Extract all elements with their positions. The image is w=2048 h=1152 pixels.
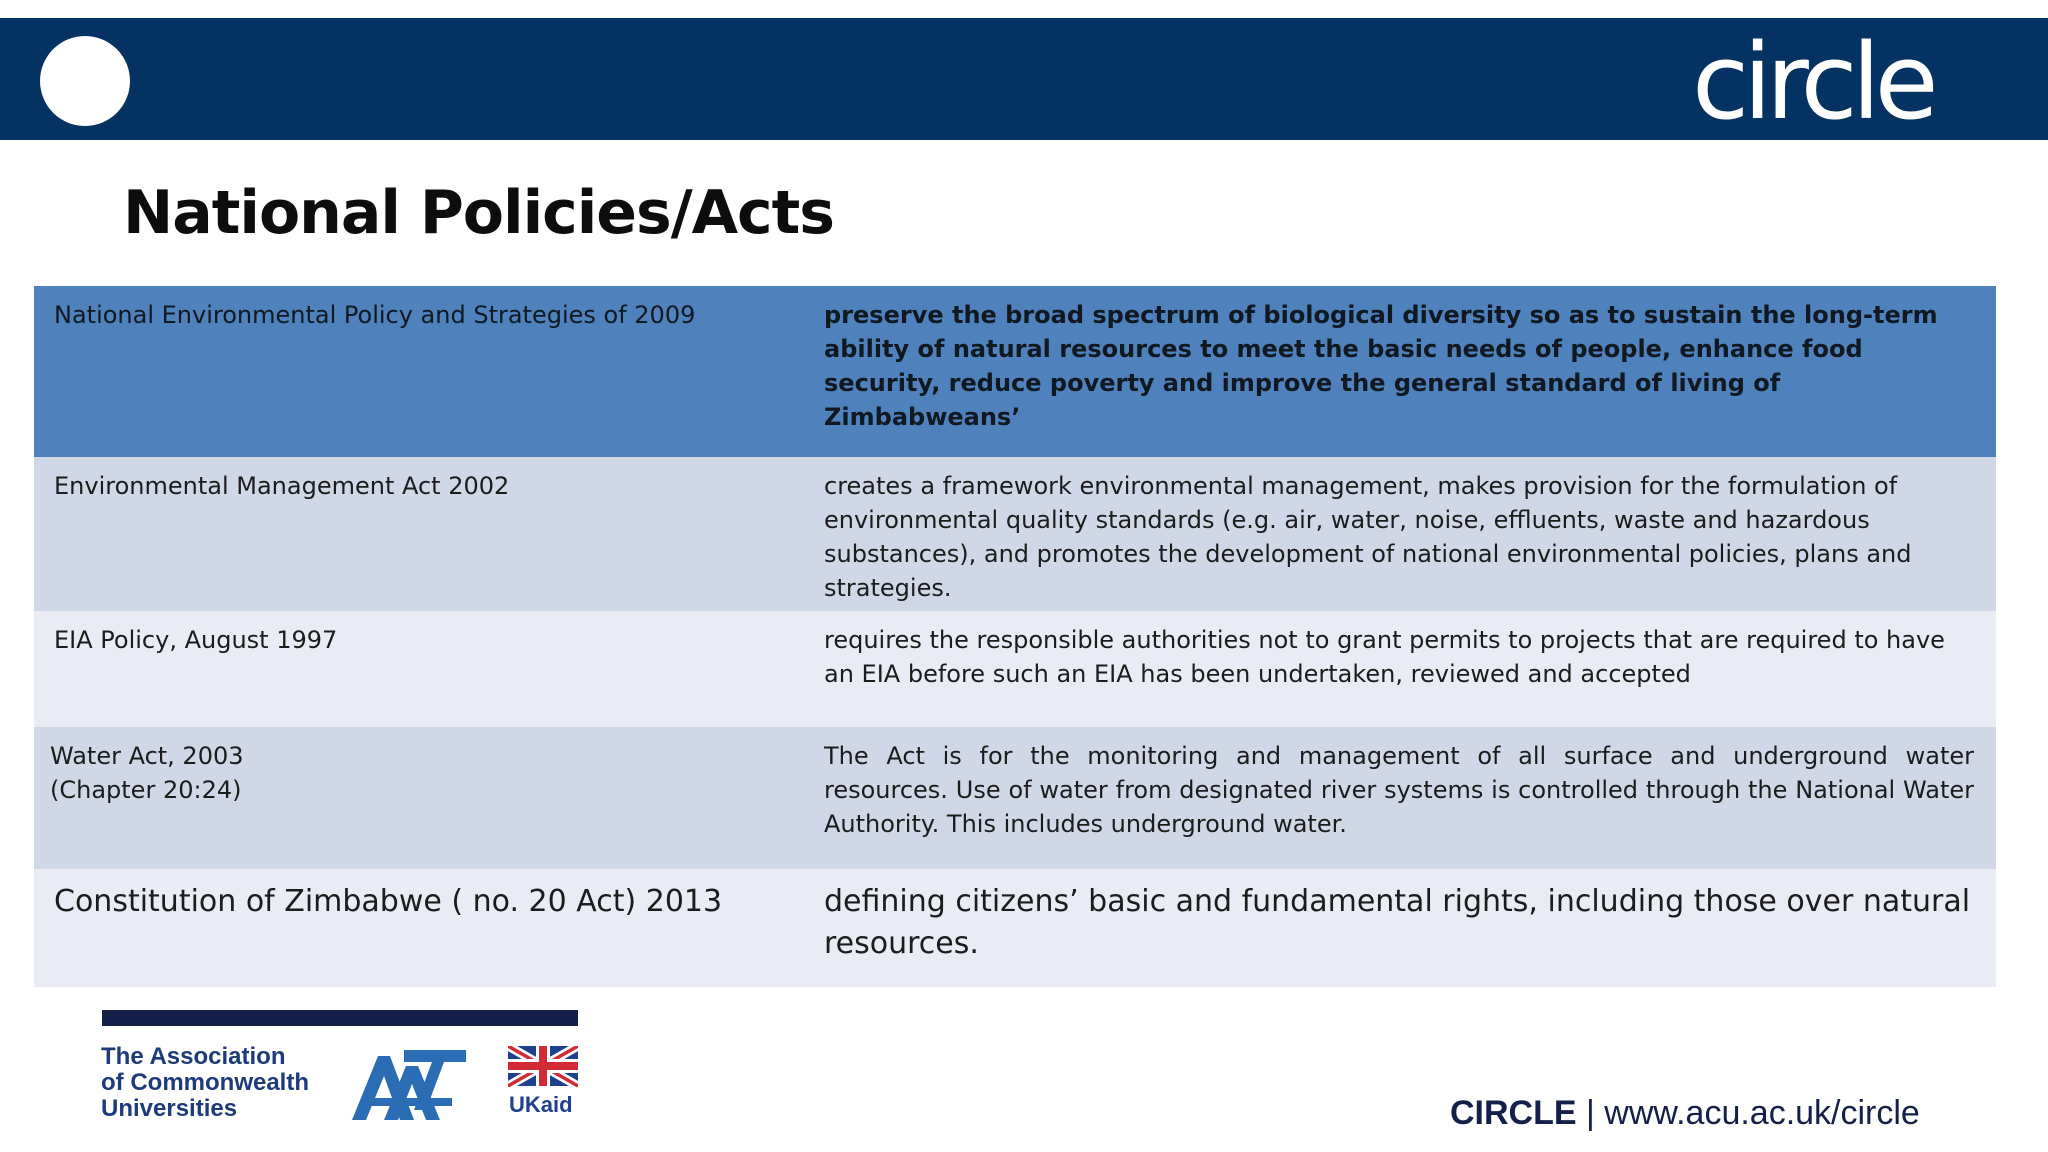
page-title: National Policies/Acts xyxy=(123,178,835,248)
policy-description: The Act is for the monitoring and management of all surface and underground water resources. Use of water from designated river systems is controlled through the National Water Authority. This includes underground water. xyxy=(824,742,1974,838)
ukaid-logo xyxy=(508,1046,578,1124)
table-row xyxy=(34,869,1996,987)
footer-url[interactable]: www.acu.ac.uk/circle xyxy=(1604,1094,1920,1132)
acu-wordmark-line: The Association xyxy=(101,1043,286,1070)
policy-name-line: Water Act, 2003 xyxy=(50,742,244,770)
policy-name-line: (Chapter 20:24) xyxy=(50,776,242,804)
policy-name xyxy=(34,727,802,869)
footer-separator: | xyxy=(1576,1094,1605,1132)
acu-wordmark-line: Universities xyxy=(101,1095,238,1122)
acu-logo-icon xyxy=(350,1046,468,1124)
header-circle-decoration xyxy=(40,36,130,126)
table-row xyxy=(34,727,1996,869)
policy-name: Constitution of Zimbabwe ( no. 20 Act) 2013 xyxy=(54,884,723,919)
footer-brand: CIRCLE xyxy=(1450,1094,1577,1132)
table-row xyxy=(34,611,1996,727)
policy-name: Environmental Management Act 2002 xyxy=(54,472,510,500)
footer-bar xyxy=(102,1010,578,1026)
table-row xyxy=(34,457,1996,611)
footer-link[interactable] xyxy=(1450,1094,1920,1133)
acu-wordmark xyxy=(101,1044,309,1122)
policy-name: National Environmental Policy and Strategies of 2009 xyxy=(54,301,696,329)
policy-description: requires the responsible authorities not to grant permits to projects that are required to have an EIA before such an EIA has been undertaken, reviewed and accepted xyxy=(824,626,1945,688)
svg-text:circle: circle xyxy=(1692,26,1933,136)
svg-text:UKaid: UKaid xyxy=(509,1092,573,1117)
policy-table xyxy=(34,286,1996,987)
policy-description: creates a framework environmental management, makes provision for the formulation of environmental quality standards (e.g. air, water, noise, effluents, waste and hazardous substances), and promotes the development of national environmental policies, plans and strategies. xyxy=(824,472,1912,602)
policy-name: EIA Policy, August 1997 xyxy=(54,626,338,654)
table-row xyxy=(34,286,1996,457)
policy-description: preserve the broad spectrum of biological diversity so as to sustain the long-term ability of natural resources to meet the basic needs of people, enhance food security, reduce poverty and improve the general standard of living of Zimbabweans’ xyxy=(824,301,1938,431)
policy-description: defining citizens’ basic and fundamental rights, including those over natural resources. xyxy=(824,884,1971,961)
acu-wordmark-line: of Commonwealth xyxy=(101,1069,309,1096)
circle-logo xyxy=(1690,26,1940,136)
